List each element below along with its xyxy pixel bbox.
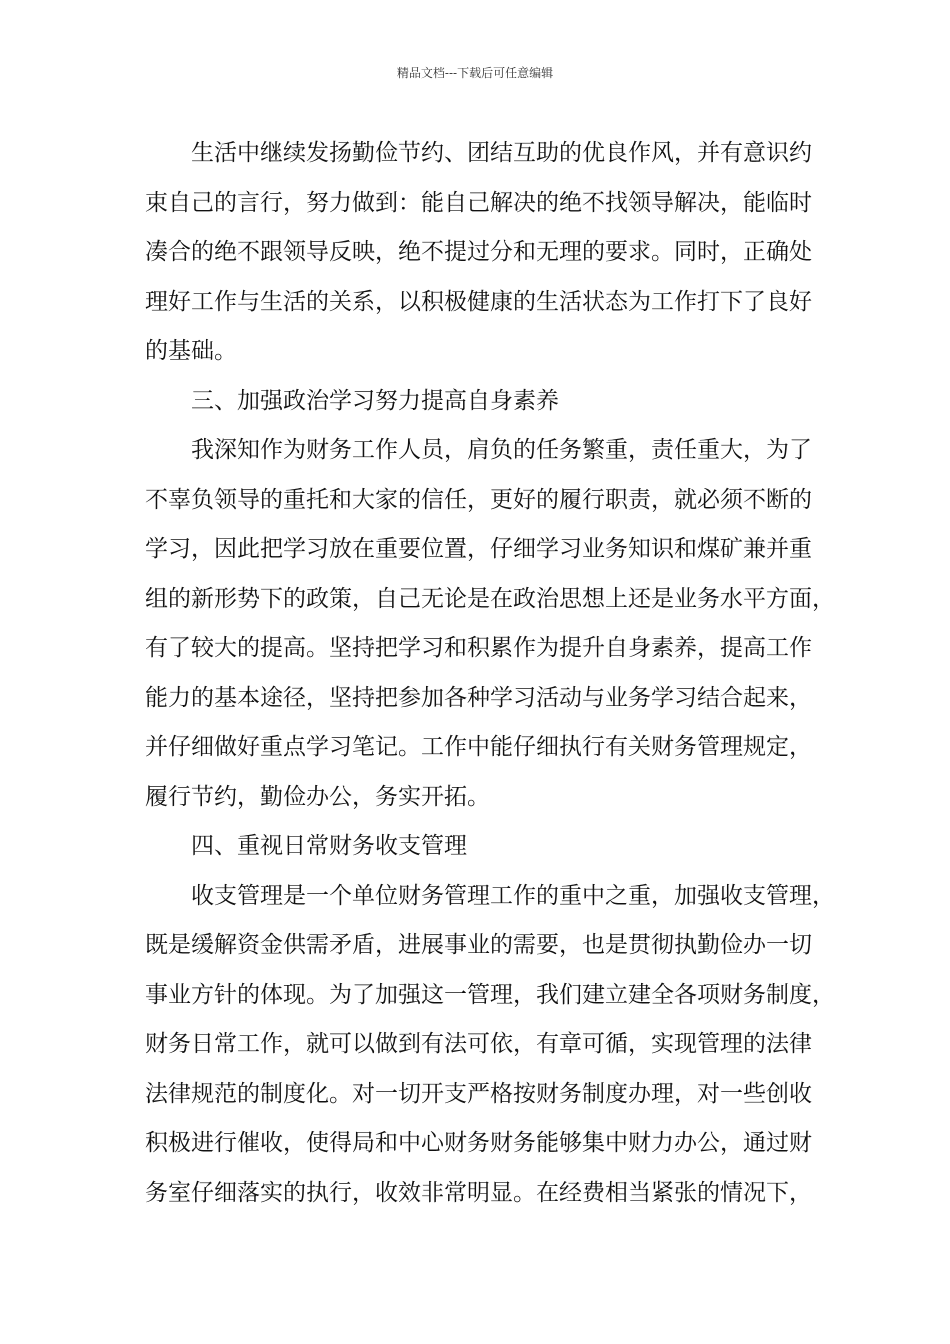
paragraph-line: 积极进行催收，使得局和中心财务财务能够集中财力办公，通过财 [145,1130,812,1156]
paragraph-line: 不辜负领导的重托和大家的信任，更好的履行职责，就必须不断的 [145,486,812,513]
paragraph-line: 束自己的言行，努力做到：能自己解决的绝不找领导解决，能临时 [145,189,812,216]
paragraph-line: 履行节约，勤俭办公，务实开拓。 [145,783,490,810]
document-body [145,133,835,1222]
paragraph-line: 有了较大的提高。坚持把学习和积累作为提升自身素养，提高工作 [145,635,812,661]
paragraph-line: 务室仔细落实的执行，收效非常明显。在经费相当紧张的情况下， [145,1179,812,1206]
paragraph-line: 组的新形势下的政策，自己无论是在政治思想上还是业务水平方面， [145,585,835,612]
paragraph-line: 生活中继续发扬勤俭节约、团结互助的优良作风，并有意识约 [191,140,812,166]
paragraph-line: 并仔细做好重点学习笔记。工作中能仔细执行有关财务管理规定， [145,734,812,760]
paragraph-line: 学习，因此把学习放在重要位置，仔细学习业务知识和煤矿兼并重 [145,536,812,562]
paragraph-line: 能力的基本途径，坚持把参加各种学习活动与业务学习结合起来， [145,684,812,711]
paragraph-line: 法律规范的制度化。对一切开支严格按财务制度办理，对一些创收 [145,1080,812,1107]
paragraph-line: 事业方针的体现。为了加强这一管理，我们建立建全各项财务制度， [145,981,835,1008]
paragraph-line: 收支管理是一个单位财务管理工作的重中之重，加强收支管理， [191,882,835,909]
section-heading-4: 四、重视日常财务收支管理 [191,833,467,859]
paragraph-line: 我深知作为财务工作人员，肩负的任务繁重，责任重大，为了 [191,437,812,463]
paragraph-line: 凑合的绝不跟领导反映，绝不提过分和无理的要求。同时，正确处 [145,239,812,265]
paragraph-line: 理好工作与生活的关系，以积极健康的生活状态为工作打下了良好 [145,288,812,315]
paragraph-line: 既是缓解资金供需矛盾，进展事业的需要，也是贯彻执勤俭办一切 [145,932,812,958]
page-header: 精品文档---下载后可任意编辑 [396,66,554,80]
section-heading-3: 三、加强政治学习努力提高自身素养 [191,387,559,414]
paragraph-line: 的基础。 [145,338,237,364]
paragraph-line: 财务日常工作，就可以做到有法可依，有章可循，实现管理的法律 [145,1031,812,1057]
